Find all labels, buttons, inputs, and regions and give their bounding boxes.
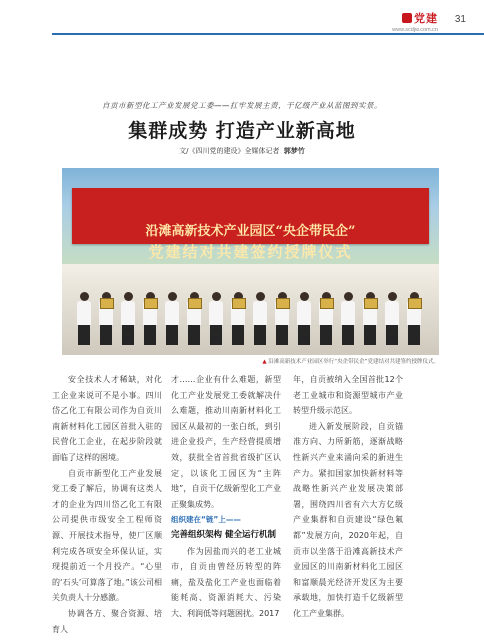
award-plaque — [276, 298, 290, 309]
paragraph: 年，自贡被纳入全国首批12个老工业城市和资源型城市产业转型升级示范区。 — [293, 375, 403, 416]
article-kicker: 自贡市新型化工产业发展党工委——扛牢发展主责，干亿级产业从蓝图到实景。 — [102, 101, 382, 110]
column-3 — [293, 372, 403, 622]
logo-mark-icon — [402, 13, 412, 23]
banner-line-2: 党建结对共建签约授牌仪式 — [148, 243, 353, 261]
caption-text: 沿滩高新技术产业园区举行“央企带民企”党建结对共建签约授牌仪式。 — [268, 359, 439, 365]
photo-stage — [62, 264, 439, 355]
magazine-logo — [392, 10, 438, 26]
photo-caption — [62, 357, 439, 365]
header-rule — [52, 33, 484, 35]
photo-person — [340, 292, 356, 345]
award-plaque — [232, 298, 246, 309]
caption-triangle-icon: ▲ — [262, 359, 267, 365]
section-kicker: 组织建在“链”上—— — [171, 515, 241, 525]
award-plaque — [320, 298, 334, 309]
photo-person — [384, 292, 400, 345]
award-plaque — [144, 298, 158, 309]
photo-person — [208, 292, 224, 345]
column-2 — [171, 372, 281, 622]
page-number: 31 — [454, 14, 466, 25]
award-plaque — [188, 298, 202, 309]
masthead — [392, 10, 438, 33]
logo-text: 党建 — [414, 12, 438, 25]
photo-person — [76, 292, 92, 345]
photo-person — [164, 292, 180, 345]
award-plaque — [100, 298, 114, 309]
award-plaque — [364, 298, 378, 309]
award-plaque — [408, 298, 422, 309]
paragraph: 自贡市新型化工产业发展党工委了解后，协调有这类人才的企业为四川岱乙化工有限公司提供市级安全工程师资源、开展技术指导，使厂区顺利完成各项安全环保认证，实现提前近一个月投产。“心里的‘石头’可算落了地。”该公司相关负责人十分感激。 — [52, 468, 162, 603]
paragraph: 作为因盐而兴的老工业城市，自贡由曾经历转型的阵痛，盐及盐化工产业也面临着能耗高、资源消耗大、污染大、利润低等问题困扰。2017 — [171, 546, 281, 618]
banner-line-1: 沿滩高新技术产业园区“央企带民企” — [145, 224, 356, 239]
photo-person — [252, 292, 268, 345]
column-1 — [52, 372, 162, 637]
paragraph: 安全技术人才稀缺，对化工企业来说可不是小事。四川岱乙化工有限公司作为自贡川南新材料化工园区首批入驻的民营化工企业，在起步阶段就面临了这样的困境。 — [52, 375, 162, 462]
photo-person — [120, 292, 136, 345]
author-name: 郭梦竹 — [283, 147, 305, 155]
paragraph: 才……企业有什么难题，新型化工产业发展党工委就解决什么难题，推动川南新材料化工园区从最初的一张白纸，到引进企业投产，生产经营提质增效，获批全省首批省级扩区认定，以该化工园区为“主阵地”，自贡干亿级新型化工产业正聚集成势。 — [171, 375, 281, 509]
article-title: 集群成势 打造产业新高地 — [128, 120, 356, 142]
paragraph: 协调各方、聚合资源、培育人 — [52, 608, 162, 634]
paragraph: 进入新发展阶段，自贡锚准方向、力所新筋，逐渐战略性新兴产业来涌向采的新进生产力。紧扣国家加快新材料等战略性新兴产业发展决策部署，围绕四川省有六大方亿级产业集群和自贡建设“绿色氟都”发展方向，2020年起，自贡市以坐落于沿滩高新技术产业园区的川南新材料化工园区和富顺晨光经济开发区为主要承载地，加快打造千亿级新型化工产业集群。 — [293, 421, 403, 618]
byline — [0, 146, 484, 156]
byline-prefix: 文/《四川党的建设》全媒体记者 — [179, 147, 280, 155]
website-url: www.scdjw.com.cn — [392, 27, 438, 33]
section-title: 完善组织架构 健全运行机制 — [171, 529, 276, 540]
photo-person — [296, 292, 312, 345]
